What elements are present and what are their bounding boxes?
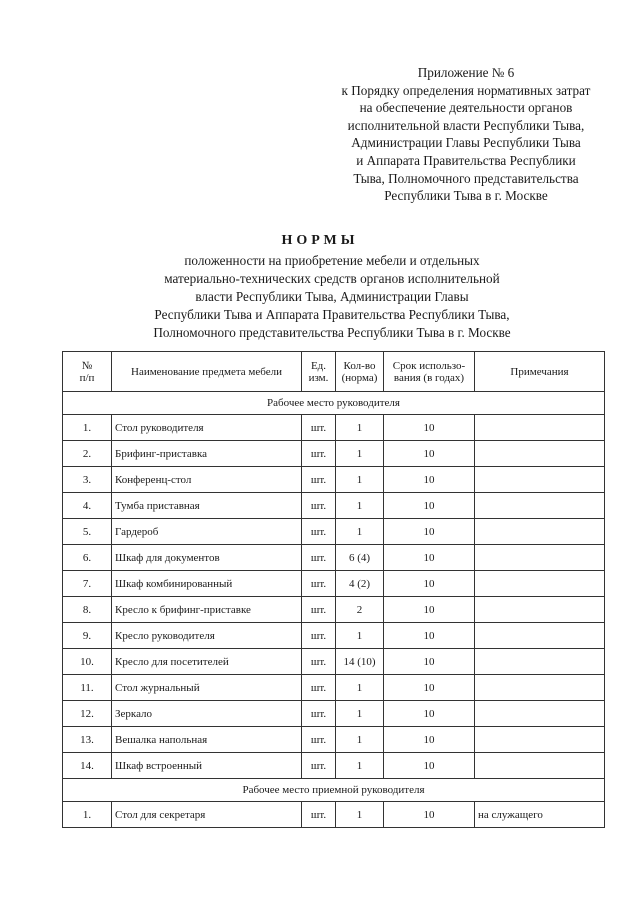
cell-note <box>475 675 605 701</box>
header-num-line1: № <box>81 359 93 372</box>
section-title: Рабочее место приемной руководителя <box>63 779 605 802</box>
cell-name: Кресло руководителя <box>112 623 302 649</box>
cell-note <box>475 493 605 519</box>
cell-note <box>475 467 605 493</box>
subtitle-line: Республики Тыва и Аппарата Правительства Республики Тыва, <box>154 307 510 322</box>
cell-term: 10 <box>384 415 475 441</box>
section-row <box>63 779 605 802</box>
cell-num: 3. <box>63 467 112 493</box>
header-unit-line1: Ед. <box>310 359 327 372</box>
cell-note <box>475 597 605 623</box>
cell-name: Стол для секретаря <box>112 802 302 828</box>
cell-term: 10 <box>384 727 475 753</box>
cell-name: Стол журнальный <box>112 675 302 701</box>
cell-note <box>475 441 605 467</box>
header-qty <box>336 352 384 392</box>
header-num-line2: п/п <box>79 371 95 384</box>
cell-qty: 1 <box>336 467 384 493</box>
table-row <box>63 415 605 441</box>
cell-qty: 4 (2) <box>336 571 384 597</box>
cell-term: 10 <box>384 519 475 545</box>
cell-note <box>475 415 605 441</box>
subtitle-line: положенности на приобретение мебели и отдельных <box>184 253 480 268</box>
cell-name: Шкаф комбинированный <box>112 571 302 597</box>
cell-name: Шкаф для документов <box>112 545 302 571</box>
cell-term: 10 <box>384 571 475 597</box>
cell-qty: 1 <box>336 441 384 467</box>
cell-num: 11. <box>63 675 112 701</box>
cell-unit: шт. <box>302 727 336 753</box>
cell-qty: 1 <box>336 623 384 649</box>
cell-unit: шт. <box>302 597 336 623</box>
table-row <box>63 597 605 623</box>
cell-name: Шкаф встроенный <box>112 753 302 779</box>
cell-unit: шт. <box>302 623 336 649</box>
appendix-line: к Порядку определения нормативных затрат <box>341 82 591 98</box>
cell-qty: 1 <box>336 675 384 701</box>
cell-num: 9. <box>63 623 112 649</box>
header-qty-line2: (норма) <box>341 371 378 384</box>
cell-num: 13. <box>63 727 112 753</box>
cell-num: 4. <box>63 493 112 519</box>
cell-name: Вешалка напольная <box>112 727 302 753</box>
cell-name: Конференц-стол <box>112 467 302 493</box>
appendix-line: и Аппарата Правительства Республики <box>356 152 576 168</box>
cell-num: 1. <box>63 802 112 828</box>
cell-num: 1. <box>63 415 112 441</box>
table-row <box>63 649 605 675</box>
cell-num: 12. <box>63 701 112 727</box>
cell-unit: шт. <box>302 519 336 545</box>
cell-qty: 2 <box>336 597 384 623</box>
cell-term: 10 <box>384 597 475 623</box>
table-row <box>63 441 605 467</box>
header-qty-line1: Кол-во <box>343 359 376 372</box>
cell-term: 10 <box>384 753 475 779</box>
table-row <box>63 545 605 571</box>
document-subtitle <box>80 252 584 342</box>
cell-term: 10 <box>384 467 475 493</box>
cell-num: 5. <box>63 519 112 545</box>
header-name: Наименование предмета мебели <box>112 352 302 392</box>
subtitle-line: материально-технических средств органов исполнительной <box>164 271 500 286</box>
cell-unit: шт. <box>302 545 336 571</box>
cell-qty: 1 <box>336 701 384 727</box>
cell-term: 10 <box>384 649 475 675</box>
header-term-line1: Срок использо- <box>392 359 466 372</box>
cell-unit: шт. <box>302 802 336 828</box>
cell-unit: шт. <box>302 467 336 493</box>
cell-name: Зеркало <box>112 701 302 727</box>
cell-note <box>475 701 605 727</box>
appendix-line: Приложение № 6 <box>417 65 515 80</box>
cell-note <box>475 519 605 545</box>
cell-num: 10. <box>63 649 112 675</box>
header-num <box>63 352 112 392</box>
cell-num: 2. <box>63 441 112 467</box>
cell-term: 10 <box>384 493 475 519</box>
cell-num: 6. <box>63 545 112 571</box>
subtitle-line: власти Республики Тыва, Администрации Главы <box>195 289 469 304</box>
cell-unit: шт. <box>302 675 336 701</box>
cell-qty: 1 <box>336 493 384 519</box>
cell-term: 10 <box>384 623 475 649</box>
table-row <box>63 623 605 649</box>
cell-unit: шт. <box>302 701 336 727</box>
cell-unit: шт. <box>302 415 336 441</box>
table-row <box>63 467 605 493</box>
cell-qty: 1 <box>336 519 384 545</box>
cell-unit: шт. <box>302 493 336 519</box>
header-term <box>384 352 475 392</box>
header-unit <box>302 352 336 392</box>
cell-qty: 1 <box>336 415 384 441</box>
cell-note <box>475 727 605 753</box>
cell-unit: шт. <box>302 571 336 597</box>
cell-name: Гардероб <box>112 519 302 545</box>
cell-qty: 1 <box>336 753 384 779</box>
cell-qty: 1 <box>336 727 384 753</box>
cell-note <box>475 571 605 597</box>
table-row <box>63 571 605 597</box>
appendix-line: исполнительной власти Республики Тыва, <box>347 117 585 133</box>
cell-name: Брифинг-приставка <box>112 441 302 467</box>
table-header-row <box>63 352 605 392</box>
header-unit-line2: изм. <box>308 371 329 384</box>
table-row <box>63 727 605 753</box>
cell-num: 14. <box>63 753 112 779</box>
document-title: НОРМЫ <box>281 233 359 248</box>
header-term-line2: вания (в годах) <box>393 371 465 384</box>
cell-name: Кресло для посетителей <box>112 649 302 675</box>
table-row <box>63 675 605 701</box>
cell-note <box>475 545 605 571</box>
cell-num: 8. <box>63 597 112 623</box>
cell-name: Кресло к брифинг-приставке <box>112 597 302 623</box>
header-notes: Примечания <box>475 352 605 392</box>
table-row <box>63 802 605 828</box>
norms-table <box>62 351 605 828</box>
subtitle-line: Полномочного представительства Республики Тыва в г. Москве <box>153 325 511 340</box>
cell-note <box>475 623 605 649</box>
cell-num: 7. <box>63 571 112 597</box>
table-row <box>63 753 605 779</box>
cell-name: Стол руководителя <box>112 415 302 441</box>
section-title: Рабочее место руководителя <box>63 392 605 415</box>
cell-term: 10 <box>384 441 475 467</box>
appendix-line: Администрации Главы Республики Тыва <box>351 135 581 151</box>
appendix-line: на обеспечение деятельности органов <box>359 100 573 116</box>
cell-term: 10 <box>384 701 475 727</box>
table-row <box>63 519 605 545</box>
cell-name: Тумба приставная <box>112 493 302 519</box>
cell-qty: 14 (10) <box>336 649 384 675</box>
cell-note <box>475 753 605 779</box>
appendix-line: Республики Тыва в г. Москве <box>384 188 548 204</box>
cell-note <box>475 649 605 675</box>
cell-unit: шт. <box>302 649 336 675</box>
appendix-header <box>316 64 616 205</box>
section-row <box>63 392 605 415</box>
cell-term: 10 <box>384 802 475 828</box>
cell-term: 10 <box>384 545 475 571</box>
table-row <box>63 701 605 727</box>
cell-qty: 1 <box>336 802 384 828</box>
cell-unit: шт. <box>302 441 336 467</box>
table-row <box>63 493 605 519</box>
cell-unit: шт. <box>302 753 336 779</box>
cell-note: на служащего <box>475 802 605 828</box>
cell-qty: 6 (4) <box>336 545 384 571</box>
appendix-line: Тыва, Полномочного представительства <box>353 170 579 186</box>
cell-term: 10 <box>384 675 475 701</box>
